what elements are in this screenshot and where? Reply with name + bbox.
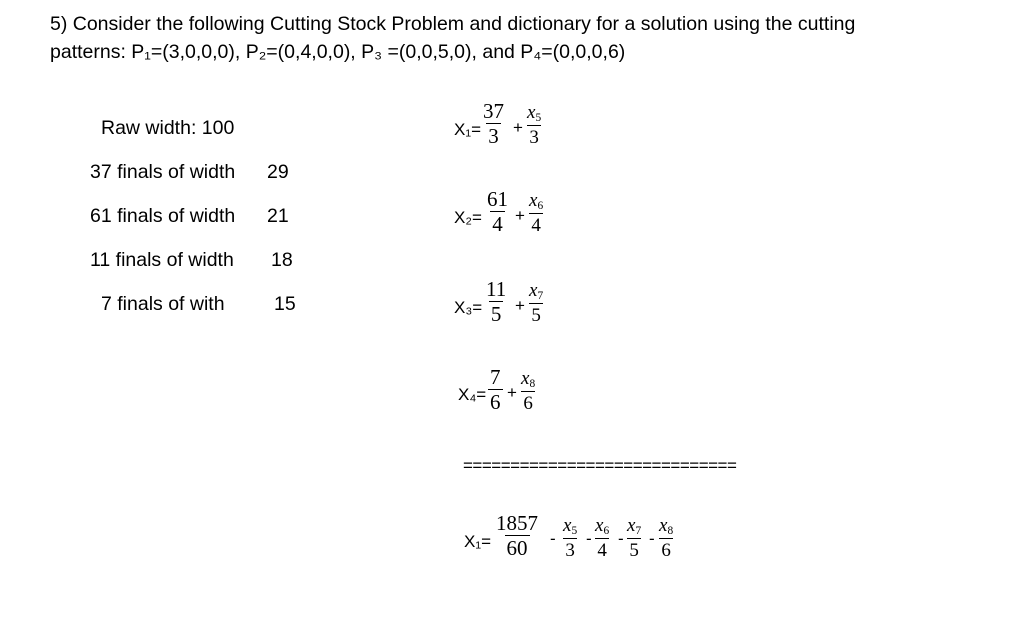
eq3-variable: x — [529, 280, 538, 301]
objective-term-x7-denominator: 5 — [629, 540, 639, 562]
final-label-3: 11 finals of width — [90, 249, 234, 271]
eq4-variable-fraction — [519, 369, 537, 413]
objective-minus-3: - — [618, 529, 624, 548]
final-label-4: 7 finals of with — [101, 293, 225, 315]
objective-term-x5 — [561, 516, 579, 560]
eq3-variable-denominator: 5 — [531, 305, 541, 327]
eq4-variable: x — [521, 368, 530, 389]
eq1-constant-fraction — [481, 101, 506, 147]
eq1-constant-denominator: 3 — [488, 124, 499, 148]
eq3-variable-fraction — [527, 281, 545, 325]
objective-lhs: X₁= — [464, 532, 492, 551]
eq1-lhs: X₁= — [454, 120, 482, 139]
eq2-plus: + — [515, 206, 525, 225]
final-label-2: 61 finals of width — [90, 205, 236, 227]
eq2-constant-numerator: 61 — [487, 187, 508, 211]
eq2-variable-fraction — [527, 191, 545, 235]
final-label-1: 37 finals of width — [90, 161, 236, 183]
eq4-variable-index: 8 — [529, 377, 536, 390]
eq1-variable: x — [527, 102, 536, 123]
objective-minus-1: - — [550, 529, 556, 548]
objective-term-x6-denominator: 4 — [597, 540, 607, 562]
eq2-variable-denominator: 4 — [531, 215, 541, 237]
eq4-constant-fraction — [488, 367, 503, 413]
objective-term-x5-index: 5 — [571, 524, 578, 537]
eq2-constant-denominator: 4 — [492, 212, 503, 236]
objective-minus-2: - — [586, 529, 592, 548]
eq2-lhs: X₂= — [454, 208, 482, 227]
eq3-lhs: X₃= — [454, 298, 483, 317]
objective-term-x8-index: 8 — [667, 524, 674, 537]
objective-term-x8 — [657, 516, 675, 560]
raw-width-label: Raw width: 100 — [101, 117, 235, 139]
final-width-4: 15 — [274, 293, 296, 315]
final-width-2: 21 — [267, 205, 289, 227]
eq4-plus: + — [507, 383, 517, 402]
eq4-constant-denominator: 6 — [490, 390, 501, 414]
objective-constant-denominator: 60 — [506, 536, 528, 560]
eq3-variable-index: 7 — [537, 289, 544, 302]
eq1-variable-fraction — [525, 103, 543, 147]
objective-constant-numerator: 1857 — [496, 511, 538, 535]
final-width-1: 29 — [267, 161, 289, 183]
question-title-line-1: 5) Consider the following Cutting Stock Problem and dictionary for a solution using the cutting — [50, 13, 856, 35]
objective-term-x7-index: 7 — [635, 524, 642, 537]
objective-term-x7-variable: x — [627, 515, 636, 536]
objective-term-x5-denominator: 3 — [565, 540, 575, 562]
eq3-constant-numerator: 11 — [486, 277, 507, 301]
eq1-variable-denominator: 3 — [529, 127, 539, 149]
objective-term-x8-variable: x — [659, 515, 668, 536]
eq2-constant-fraction — [485, 189, 510, 235]
eq2-variable: x — [529, 190, 538, 211]
dictionary-separator: ============================= — [463, 456, 737, 475]
objective-constant-fraction — [494, 513, 540, 559]
eq3-constant-denominator: 5 — [490, 302, 502, 326]
eq3-plus: + — [515, 296, 525, 315]
objective-term-x6-variable: x — [595, 515, 604, 536]
objective-minus-4: - — [649, 529, 655, 548]
eq4-variable-denominator: 6 — [523, 393, 533, 415]
final-width-3: 18 — [271, 249, 293, 271]
eq1-plus: + — [513, 118, 523, 137]
eq1-constant-numerator: 37 — [483, 99, 504, 123]
eq3-constant-fraction — [484, 279, 508, 325]
eq4-lhs: X₄= — [458, 385, 487, 404]
question-title-line-2: patterns: P₁=(3,0,0,0), P₂=(0,4,0,0), P₃ =(0,0,5,0), and P₄=(0,0,0,6) — [50, 41, 626, 63]
eq4-constant-numerator: 7 — [490, 365, 501, 389]
eq2-variable-index: 6 — [537, 199, 544, 212]
eq1-variable-index: 5 — [535, 111, 542, 124]
objective-term-x5-variable: x — [563, 515, 572, 536]
objective-term-x6-index: 6 — [603, 524, 610, 537]
objective-term-x6 — [593, 516, 611, 560]
objective-term-x8-denominator: 6 — [661, 540, 671, 562]
objective-term-x7 — [625, 516, 643, 560]
